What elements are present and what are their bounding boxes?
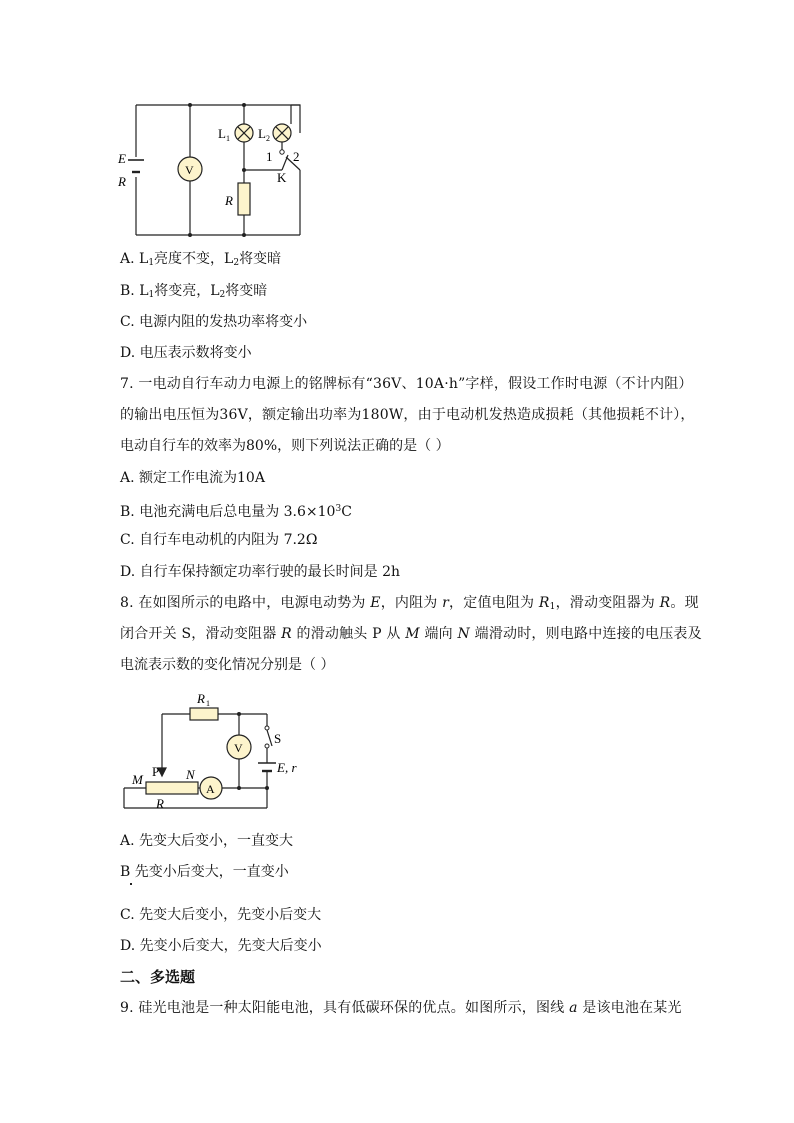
q8-option-d: D. 先变小后变大，先变大后变小 — [120, 938, 322, 954]
q6-label-L1-sub: 1 — [226, 134, 230, 143]
q8-option-c: C. 先变大后变小，先变小后变大 — [120, 907, 322, 923]
q8-label-E-r: E, r — [277, 760, 297, 775]
q6-label-1: 1 — [266, 149, 273, 164]
q6-circuit-diagram — [112, 95, 312, 240]
q8-voltmeter-label: V — [234, 741, 243, 755]
q7-option-c: C. 自行车电动机的内阻为 7.2Ω — [120, 532, 318, 548]
q6-label-L1: L — [218, 126, 226, 141]
q8-label-M: M — [132, 772, 143, 787]
q8-stem-line3: 电流表示数的变化情况分别是（ ） — [120, 657, 335, 673]
q6-label-K: K — [277, 170, 287, 185]
q6-label-2: 2 — [293, 149, 300, 164]
q8-option-a: A. 先变大后变小，一直变大 — [120, 833, 294, 849]
q8-ammeter-label: A — [206, 782, 215, 796]
q6-option-c: C. 电源内阻的发热功率将变小 — [120, 314, 308, 330]
q8-label-R: R — [156, 796, 164, 811]
q6-label-R-internal: R — [118, 174, 126, 189]
q8-label-R1-sub: 1 — [206, 699, 210, 708]
q6-label-L2-sub: 2 — [266, 134, 270, 143]
q6-label-L2: L — [258, 126, 266, 141]
q8-label-N: N — [186, 767, 195, 782]
q7-stem-line3: 电动自行车的效率为80%，则下列说法正确的是（ ） — [120, 438, 450, 454]
q7-stem-line1: 7. 一电动自行车动力电源上的铭牌标有“36V、10A·h”字样，假设工作时电源（不计内阻） — [120, 376, 693, 392]
q6-label-R: R — [225, 193, 233, 208]
q8-label-S: S — [274, 731, 282, 746]
q8-option-b-dot — [130, 883, 132, 885]
q9-stem-line1: 9. 硅光电池是一种太阳能电池，具有低碳环保的优点。如图所示，图线 a 是该电池在某光 — [120, 1000, 682, 1016]
q7-stem-line2: 的输出电压恒为36V，额定输出功率为180W，由于电动机发热造成损耗（其他损耗不计）， — [120, 407, 695, 423]
q6-option-a: A. $L_1$亮度不变，$L_2$将变暗 — [120, 251, 282, 268]
section-heading-multiple-choice: 二、多选题 — [120, 968, 196, 986]
q7-option-a: A. 额定工作电流为10A — [120, 470, 265, 486]
q6-label-E: E — [118, 151, 126, 166]
q7-option-d: D. 自行车保持额定功率行驶的最长时间是 2h — [120, 564, 400, 580]
q8-circuit-diagram — [112, 688, 322, 818]
q8-stem-line2: 闭合开关 S，滑动变阻器 R 的滑动触头 P 从 M 端向 N 端滑动时，则电路中连接的电压表及 — [120, 626, 702, 642]
q6-option-d: D. 电压表示数将变小 — [120, 345, 252, 361]
q8-label-P: P — [152, 764, 160, 779]
q7-option-b: B. 电池充满电后总电量为 $3.6\times 10^3C$ — [120, 504, 352, 520]
q8-stem-line1: 8. 在如图所示的电路中，电源电动势为 E，内阻为 r，定值电阻为 $R_1$，滑动变阻器为 R。现 — [120, 595, 699, 612]
q8-label-R1: R — [197, 691, 205, 706]
q6-voltmeter-label: V — [185, 163, 194, 177]
q6-option-b: B. $L_1$将变亮，$L_2$将变暗 — [120, 283, 268, 300]
q8-option-b: B 先变小后变大，一直变小 — [120, 864, 289, 880]
